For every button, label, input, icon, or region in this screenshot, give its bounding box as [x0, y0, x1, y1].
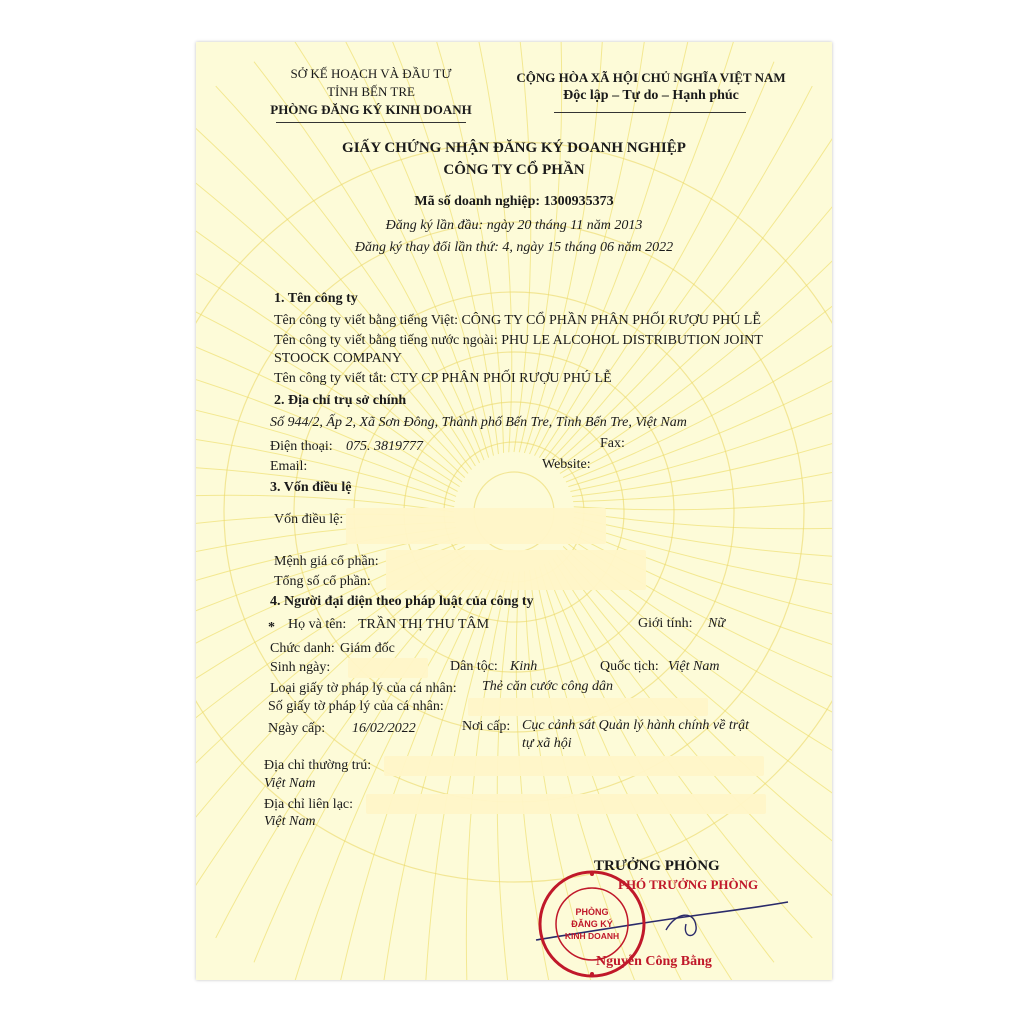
seal-line-1: PHÒNG: [575, 907, 609, 917]
signer-title: TRƯỞNG PHÒNG: [594, 858, 720, 874]
total-shares-label: Tổng số cổ phần:: [274, 574, 371, 589]
signer-name: Nguyễn Công Bằng: [596, 954, 712, 969]
change-registration: Đăng ký thay đổi lần thứ: 4, ngày 15 tháng 06 năm 2022: [354, 240, 674, 255]
par-value-label: Mệnh giá cổ phần:: [274, 554, 379, 569]
phone-value: 075. 3819777: [346, 439, 423, 454]
gender-label: Giới tính:: [638, 616, 693, 631]
seal-line-3: KINH DOANH: [564, 931, 620, 941]
residence-label: Địa chỉ thường trú:: [264, 758, 372, 773]
pattern-ray: [497, 572, 514, 980]
section1-heading: 1. Tên công ty: [274, 291, 358, 306]
residence-country: Việt Nam: [264, 776, 316, 791]
enterprise-code: Mã số doanh nghiệp: 1300935373: [414, 194, 614, 209]
company-short-name: Tên công ty viết tắt: CTY CP PHÂN PHỐI RƯỢU PHÚ LỄ: [274, 371, 612, 386]
issue-date-value: 16/02/2022: [352, 721, 416, 736]
pattern-ray: [196, 558, 475, 910]
header-right-underline: [554, 112, 746, 113]
rep-name-value: TRẦN THỊ THU TÂM: [358, 617, 490, 632]
id-number-label: Số giấy tờ pháp lý của cá nhân:: [268, 699, 444, 714]
ethnic-value: Kinh: [510, 659, 538, 674]
section3-heading: 3. Vốn điều lệ: [270, 480, 352, 495]
nationality-value: Việt Nam: [668, 659, 720, 674]
head-office-address: Số 944/2, Ấp 2, Xã Sơn Đông, Thành phố Bến Tre, Tỉnh Bến Tre, Việt Nam: [270, 415, 687, 430]
company-name-foreign: Tên công ty viết bằng tiếng nước ngoài: PHU LE ALCOHOL DISTRIBUTION JOINT: [274, 333, 763, 348]
contact-address-label: Địa chỉ liên lạc:: [264, 797, 354, 812]
ethnic-label: Dân tộc:: [450, 659, 498, 674]
signer-deputy-title: PHÓ TRƯỞNG PHÒNG: [618, 877, 759, 892]
position-label: Chức danh:: [270, 641, 335, 656]
dob-label: Sinh ngày:: [270, 660, 331, 675]
redacted-contact-address: [366, 794, 766, 814]
issue-date-label: Ngày cấp:: [268, 721, 326, 736]
issue-place-value-cont: tự xã hội: [522, 736, 572, 751]
redacted-capital: [346, 508, 606, 544]
contact-country: Việt Nam: [264, 814, 316, 829]
header-motto: Độc lập – Tự do – Hạnh phúc: [563, 88, 739, 103]
header-province: TỈNH BẾN TRE: [327, 84, 415, 99]
official-seal: [536, 868, 648, 980]
id-type-label: Loại giấy tờ pháp lý của cá nhân:: [270, 681, 457, 696]
section4-heading: 4. Người đại diện theo pháp luật của công ty: [270, 594, 534, 609]
company-name-vn: Tên công ty viết bằng tiếng Việt: CÔNG TY CỔ PHẦN PHÂN PHỐI RƯỢU PHÚ LỄ: [274, 313, 761, 328]
issue-place-label: Nơi cấp:: [462, 719, 511, 734]
representative-bullet: *: [268, 620, 275, 635]
redacted-dob: [348, 658, 428, 678]
issue-place-value: Cục cảnh sát Quản lý hành chính về trật: [522, 718, 750, 733]
gender-value: Nữ: [708, 616, 725, 631]
document-subtitle: CÔNG TY CỔ PHẦN: [443, 162, 585, 178]
rep-name-label: Họ và tên:: [288, 617, 347, 632]
position-value: Giám đốc: [340, 641, 395, 656]
certificate-page: [196, 42, 832, 980]
first-registration: Đăng ký lần đầu: ngày 20 tháng 11 năm 2013: [385, 218, 643, 233]
email-label: Email:: [270, 459, 308, 474]
redacted-id-number: [468, 698, 708, 716]
capital-label: Vốn điều lệ:: [274, 512, 344, 527]
seal-line-2: ĐĂNG KÝ: [571, 919, 613, 929]
phone-label: Điện thoại:: [270, 439, 333, 454]
section2-heading: 2. Địa chỉ trụ sở chính: [274, 393, 407, 408]
header-republic: CỘNG HÒA XÃ HỘI CHỦ NGHĨA VIỆT NAM: [516, 70, 786, 85]
id-type-value: Thẻ căn cước công dân: [482, 679, 613, 694]
redacted-par-value: [386, 550, 646, 590]
fax-label: Fax:: [600, 436, 625, 451]
website-label: Website:: [542, 457, 591, 472]
nationality-label: Quốc tịch:: [600, 659, 659, 674]
header-office: PHÒNG ĐĂNG KÝ KINH DOANH: [270, 102, 472, 117]
header-left-underline: [276, 122, 466, 123]
redacted-residence: [384, 756, 764, 776]
header-ministry: SỞ KẾ HOẠCH VÀ ĐẦU TƯ: [290, 66, 452, 81]
document-title: GIẤY CHỨNG NHẬN ĐĂNG KÝ DOANH NGHIỆP: [342, 140, 686, 156]
company-name-foreign-cont: STOOCK COMPANY: [274, 351, 402, 366]
